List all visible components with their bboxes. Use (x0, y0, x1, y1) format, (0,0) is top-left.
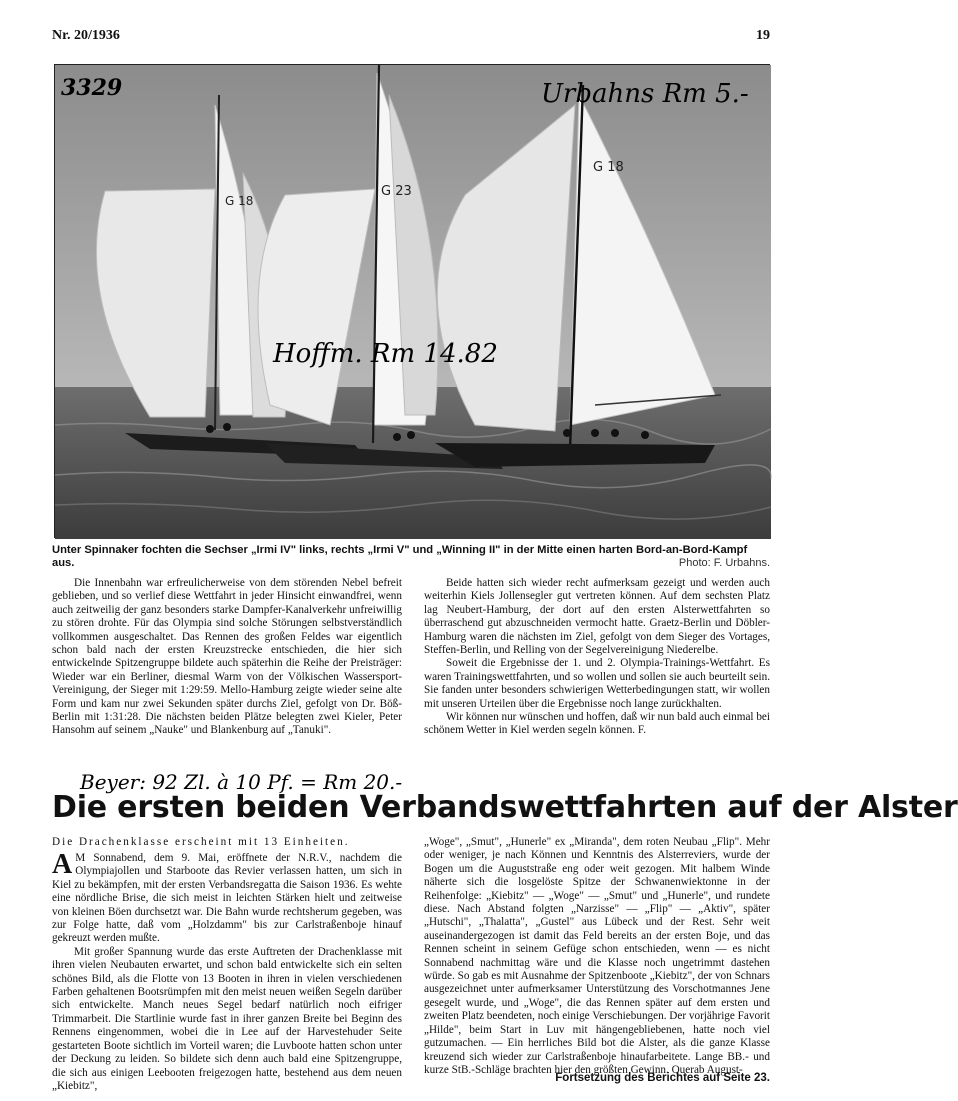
article1-paragraph: Beide hatten sich wieder recht aufmerksam gezeigt und werden auch weiterhin Kiels Jollensegler gut vertreten können. Auf dem sechsten Platz lag Neubert-Hamburg, der dort auf den ersten Alsterwettfahrten so überraschend gut abzuschneiden vermocht hatte. Graetz-Berlin und Döbler-Hamburg waren die nächsten im Ziel, gefolgt von dem Sieger des Vortages, Steffen-Berlin, und Relling von der Segelvereinigung Niederelbe. (424, 577, 770, 657)
photo-caption (52, 544, 770, 570)
article2-column-left (52, 849, 402, 1093)
article2-paragraph (52, 849, 402, 946)
handwritten-price-note: Urbahns Rm 5.- (541, 79, 749, 109)
article2-headline: Die ersten beiden Verbandswettfahrten auf der Alster (52, 790, 958, 825)
page-number: 19 (756, 28, 770, 43)
article1-column-left (52, 577, 402, 738)
sail-number-middle: G 23 (381, 184, 412, 199)
handwritten-photo-note: Hoffm. Rm 14.82 (273, 339, 498, 369)
sailing-photo (54, 64, 770, 538)
article1-paragraph: Die Innenbahn war erfreulicherweise von dem störenden Nebel befreit geblieben, und so verlief diese Wettfahrt in jeder Hinsicht einwandfrei, wenn auch zeitweilig der ganz besonders starke Dampfer-Kanalverkehr unfreiwillig zu stören drohte. Für das Olympia sind solche Störungen selbstverständlich vollkommen ausgeschaltet. Das Rennen des großen Feldes war eigentlich schon bald nach der ersten Kreuzstrecke entschieden, die hier sich entwickelnde Spitzengruppe bildete auch späterhin die Reihe der Preisträger: Wieder war ein Berliner, diesmal Warm von der Völkischen Wassersport-Vereinigung, der Sieger mit 1:29:59. Mello-Hamburg zeigte wieder seine alte Form und kam nur zwei Sekunden später durchs Ziel, gefolgt von Dr. Böß-Berlin mit 1:31:28. Die nächsten beiden Plätze belegten zwei Kieler, Peter Hansohm auf seinem „Nauke" und Blankenburg auf „Tanuki". (52, 577, 402, 737)
page-header (52, 28, 770, 48)
handwritten-fee-note: Beyer: 92 Zl. à 10 Pf. = Rm 20.- (80, 770, 403, 794)
article1-paragraph: Soweit die Ergebnisse der 1. und 2. Olympia-Trainings-Wettfahrt. Es waren Trainingswettfahrten, und so wollen und sollen sie auch beurteilt sein. Sie fanden unter besonders schwierigen Wetterbedingungen statt, wir wollen mit unseren Urteilen über die Ergebnisse noch lange zurückhalten. (424, 657, 770, 710)
caption-text: Unter Spinnaker fochten die Sechser „Irmi IV" links, rechts „Irmi V" und „Winning II" in der Mitte einen harten Bord-an-Bord-Kampf aus. (52, 544, 748, 569)
continuation-note: Fortsetzung des Berichtes auf Seite 23. (555, 1072, 770, 1084)
article2-subhead: Die Drachenklasse erscheint mit 13 Einheiten. (52, 836, 350, 848)
article2-column-right (424, 836, 770, 1077)
article1-column-right (424, 577, 770, 738)
drop-cap: A (52, 849, 73, 880)
sailboats-illustration (55, 65, 771, 539)
sail-number-left: G 18 (225, 194, 254, 208)
article2-paragraph: „Woge", „Smut", „Hunerle" ex „Miranda", dem roten Neubau „Flip". Mehr oder weniger, je nach Können und Kenntnis des Alsterreviers, wurde der Bogen um die Auguststraße eng oder weit gezogen. Mit halbem Winde näherte sich die losgelöste Spitze der Schwanenwiektonne in der Reihenfolge: „Kiebitz" — „Woge" — „Smut" und „Hunerle", und rundete diese. Nach Abstand folgten „Narzisse" — „Flip" — „Aktiv", später „Hutschi", „Thalatta", „Gustel" aus Lübeck und der Rest. Sehr weit auseinandergezogen ist damit das Feld bereits an der ersten Boje, und das Rennen scheint in seinem Gefüge schon entschieden, wenn — es nicht Sonnabend nachmittag wäre und die Klasse noch ungetrimmt dastehen würde. So gab es mit Ausnahme der Spitzenboote „Kiebitz", der von Schnars ausgezeichnet unter aufmerksamer Unterstützung des Vorschotmannes Jene gesegelt wurde, und „Woge", die das Rennen später auf dem ersten und zweiten Platz beendeten, noch einige Verschiebungen. Der vorjährige Favorit „Hilde", beim Start in Luv mit hängengebliebenen, hatte noch viel gutzumachen. — Ein herrliches Bild bot die Alster, als die ganze Klasse kreuzend sich wieder zur Carlstraßenboje hinaufarbeitete. Lange BB.- und kurze StB.-Schläge brachten hier den größten Gewinn. Querab August- (424, 836, 770, 1076)
photo-credit: Photo: F. Urbahns. (678, 557, 770, 569)
article1-paragraph: Wir können nur wünschen und hoffen, daß wir nun bald auch einmal bei schönem Wetter in Kiel werden segeln können. F. (424, 711, 771, 737)
issue-number: Nr. 20/1936 (52, 28, 120, 43)
handwritten-archive-number: 3329 (61, 75, 123, 101)
article2-paragraph: Mit großer Spannung wurde das erste Auftreten der Drachenklasse mit ihren vielen Neubauten erwartet, und schon bald entwickelte sich ein selten schönes Bild, als die Flotte von 13 Booten in ihren in vielen verschiedenen Farben gehaltenen Bootsrümpfen mit den meist neuen weißen Segeln darüber sich entwickelte. Manch neues Segel bedarf natürlich noch eifriger Trimmarbeit. Die Startlinie wurde fast in ihrer ganzen Breite bei Beginn des Rennens eingenommen, wobei die in Lee auf der Harvestehuder Seite gestarteten Boote sichtlich im Vorteil waren; die Luvboote hatten schon unter der Deckung zu leiden. So bildete sich denn auch bald eine Spitzengruppe, die sich aus einigen Leebooten freigezogen hatte, bestehend aus dem neuen „Kiebitz", (52, 945, 402, 1092)
sail-number-right: G 18 (593, 160, 624, 175)
article2-paragraph-text: M Sonnabend, dem 9. Mai, eröffnete der N.R.V., nachdem die Olympiajollen und Starboote das Revier verlassen hatten, um sich in Kiel zu bekämpfen, mit der ersten Verbandsregatta die Saison 1936. Es wehte eine nördliche Brise, die sich meist in leichten Stärken hielt und zeitweise von kleinen Böen durchsetzt war. Die Bahn wurde rechtsherum gegeben, was zur Folge hatte, daß vom „Holzdamm" bis zur Carlstraßenboje hinauf gekreuzt werden mußte. (52, 852, 402, 945)
